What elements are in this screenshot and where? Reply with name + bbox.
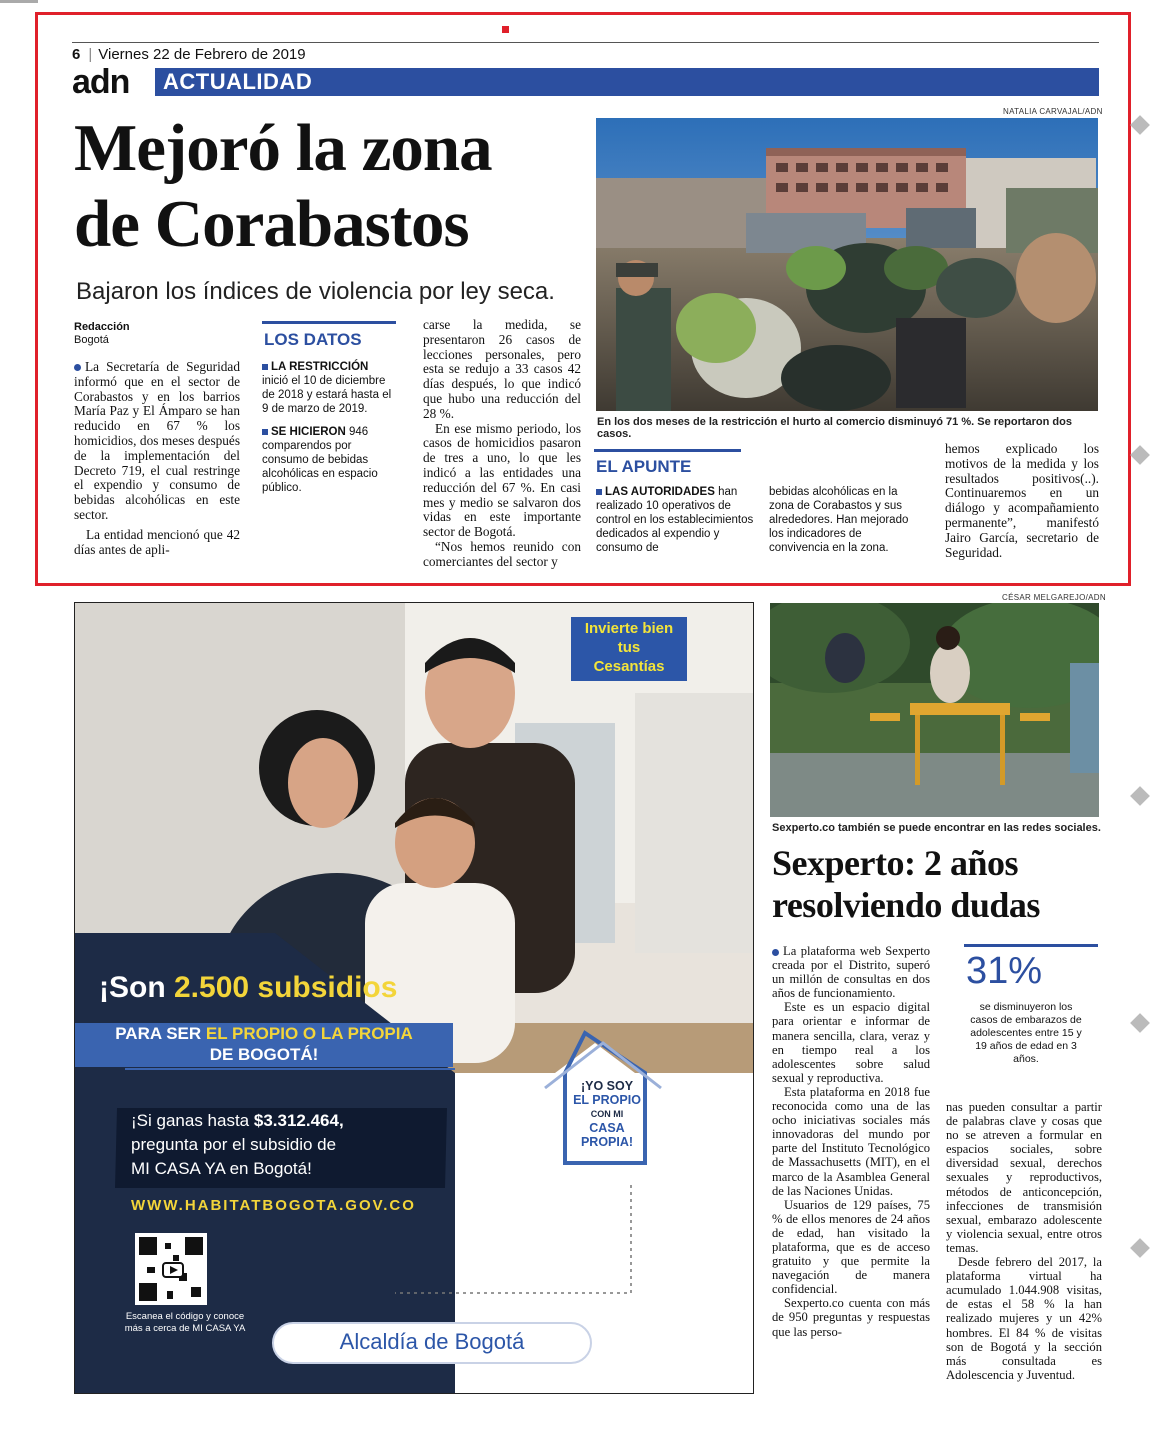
ad-offer-pre: ¡Si ganas hasta xyxy=(131,1111,254,1130)
second-photo-caption: Sexperto.co también se puede encontrar en las redes sociales. xyxy=(772,822,1101,834)
scan-mark xyxy=(1130,445,1150,465)
stat-label: se disminuyeron los casos de embarazos de adolescentes entre 15 y 19 años de edad en 3 años. xyxy=(970,1001,1082,1065)
main-col6-p1: hemos explicado los motivos de la medida y los resultados positivos(..). Continuaremos en un diálogo y acompañamiento permanente”, manifestó Jairo García, secretario de Seguridad. xyxy=(945,441,1099,560)
el-apunte-rule xyxy=(594,449,741,452)
second-colA-p3: Esta plataforma en 2018 fue reconocida como una de las ocho iniciativas sociales más innovadoras del mundo por parte del Instituto Tecnológico de Massachusetts (MIT), en el marco de la Asamblea General de las Naciones Unidas. xyxy=(772,1084,930,1198)
park-photo xyxy=(770,603,1099,817)
byline-author: Redacción xyxy=(74,321,130,333)
main-headline xyxy=(74,110,594,262)
selection-handle[interactable] xyxy=(502,26,509,33)
house-line5: PROPIA! xyxy=(580,1135,634,1149)
byline-city: Bogotá xyxy=(74,334,109,346)
bullet-icon xyxy=(772,949,779,956)
ad-headline xyxy=(99,971,397,1005)
ad-subline xyxy=(75,1023,453,1065)
qr-code[interactable] xyxy=(135,1233,207,1305)
market-photo xyxy=(596,118,1098,411)
second-headline-line2: resolviendo dudas xyxy=(772,885,1040,925)
badge-line3: Cesantías xyxy=(593,658,665,675)
qr-caption-line1: Escanea el código y conoce xyxy=(125,1311,245,1322)
page-number: 6 xyxy=(72,46,81,63)
house-line4: CASA xyxy=(589,1121,625,1135)
main-column-3 xyxy=(423,318,581,570)
square-bullet-icon xyxy=(262,364,268,370)
second-headline-line1: Sexperto: 2 años xyxy=(772,843,1018,883)
second-colB-p1: nas pueden consultar a partir de palabras clave y cosas que no se atreven a formular en espacios sociales, sobre diversidad sexual, derechos sexuales y reproductivos, métodos de anticoncepción, infecciones de transmisión sexual, embarazo adolescente y violencia sexual, entre otros temas. xyxy=(946,1100,1102,1255)
main-subhead: Bajaron los índices de violencia por ley seca. xyxy=(76,278,555,305)
qr-caption xyxy=(85,1311,285,1335)
issue-date: Viernes 22 de Febrero de 2019 xyxy=(98,46,306,63)
second-colA-p2: Este es un espacio digital para orientar e informar de manera sencilla, clara, veraz y en tiempo real a los adolescentes sobre salud sexual y reproductiva. xyxy=(772,1000,930,1085)
ad-sub-post: DE BOGOTÁ! xyxy=(209,1045,319,1064)
ad-offer-line3: MI CASA YA en Bogotá! xyxy=(131,1159,312,1178)
qr-caption-line2: más a cerca de MI CASA YA xyxy=(124,1323,246,1334)
second-colA-p1: La plataforma web Sexperto creada por el Distrito, superó un millón de consultas en dos años de funcionamiento. xyxy=(772,944,930,1001)
badge-line1: Invierte bien xyxy=(584,620,674,637)
page-edge-mark xyxy=(0,0,38,3)
main-column-1 xyxy=(74,360,240,557)
square-bullet-icon xyxy=(596,489,602,495)
stat-rule xyxy=(964,944,1098,947)
main-col3-p2: En ese mismo periodo, los casos de homicidios pasaron de tres a uno, lo que les indicó a las entidades una reducción del 67 %. En casi mes y medio se salvaron dos vidas en este importante sector de Bogotá. xyxy=(423,420,581,540)
ad-sub-highlight: EL PROPIO O LA PROPIA xyxy=(205,1024,413,1043)
ad-offer-line2: pregunta por el subsidio de xyxy=(131,1135,337,1154)
scan-mark xyxy=(1130,1013,1150,1033)
ad-offer xyxy=(131,1109,431,1181)
ad-offer-amount: $3.312.464, xyxy=(253,1111,344,1130)
ad-headline-post: subsidios xyxy=(249,971,398,1004)
second-column-b xyxy=(946,1100,1102,1382)
el-apunte-lead: LAS AUTORIDADES xyxy=(605,486,715,498)
main-col1-p2: La entidad mencionó que 42 días antes de apli- xyxy=(74,526,240,557)
ad-headline-number: 2.500 xyxy=(174,971,250,1004)
main-photo-caption: En los dos meses de la restricción el hurto al comercio disminuyó 71 %. Se reportaron dos casos. xyxy=(597,416,1072,440)
second-colA-p4: Usuarios de 129 países, 75 % de ellos menores de 24 años de edad, han visitado la plataforma, que es de acceso gratuito y que permite la navegación de manera confidencial. xyxy=(772,1197,930,1297)
los-datos-item-2 xyxy=(262,425,396,495)
el-apunte-title: EL APUNTE xyxy=(596,457,692,476)
los-datos-body xyxy=(262,360,396,495)
los-datos-title: LOS DATOS xyxy=(264,330,362,349)
photo-credit: NATALIA CARVAJAL/ADN xyxy=(1003,107,1103,116)
second-column-a xyxy=(772,944,930,1339)
house-line1: ¡YO SOY xyxy=(580,1079,634,1093)
ad-url-link[interactable]: WWW.HABITATBOGOTA.GOV.CO xyxy=(131,1197,416,1214)
adn-logo: adn xyxy=(72,63,130,101)
section-bar: ACTUALIDAD xyxy=(155,68,1099,96)
advertisement xyxy=(74,602,754,1394)
el-apunte-text-a: han realizado 10 operativos de control en los establecimientos dedicados al expendio y consumo de xyxy=(596,486,754,554)
house-badge xyxy=(567,1079,647,1149)
ad-headline-pre: ¡Son xyxy=(99,971,174,1004)
scan-mark xyxy=(1130,1238,1150,1258)
los-datos-item1-text: inició el 10 de diciembre de 2018 y estará hasta el 9 de marzo de 2019. xyxy=(262,375,392,415)
los-datos-item2-lead: SE HICIERON xyxy=(271,426,346,438)
second-headline xyxy=(772,842,1102,926)
los-datos-rule xyxy=(262,321,396,324)
los-datos-item1-lead: LA RESTRICCIÓN xyxy=(271,361,369,373)
main-headline-line1: Mejoró la zona xyxy=(74,111,492,185)
los-datos-item-1 xyxy=(262,360,396,416)
house-line2: EL PROPIO xyxy=(573,1093,641,1107)
second-photo-credit: CÉSAR MELGAREJO/ADN xyxy=(1002,593,1106,602)
header-rule xyxy=(72,42,1099,43)
el-apunte-col-b: bebidas alcohólicas en la zona de Corabastos y sus alrededores. Han mejorado los indicadores de convivencia en la zona. xyxy=(769,486,909,554)
el-apunte-col-a xyxy=(596,485,754,555)
second-colA-p5: Sexperto.co cuenta con más de 950 preguntas y respuestas que las perso- xyxy=(772,1296,930,1339)
main-col3-p1: carse la medida, se presentaron 26 casos de lecciones personales, pero esta se redujo a 33 casos 42 días después, lo que indicó que hubo una reducción del 28 %. xyxy=(423,317,581,421)
ad-sub-pre: PARA SER xyxy=(115,1024,206,1043)
second-colB-p2: Desde febrero del 2017, la plataforma virtual ha acumulado 1.044.908 visitas, de estas el 58 % la han realizado mujeres y un 42% hombres. El 84 % de visitas son de Bogotá y la sección más consultada es Adolescencia y Juventud. xyxy=(946,1255,1102,1382)
stat-value: 31% xyxy=(966,950,1043,992)
main-headline-line2: de Corabastos xyxy=(74,187,469,261)
dateline: 6 | Viernes 22 de Febrero de 2019 xyxy=(72,46,306,63)
main-column-6 xyxy=(945,442,1099,560)
alcaldia-footer: Alcaldía de Bogotá xyxy=(339,1329,525,1354)
square-bullet-icon xyxy=(262,429,268,435)
byline xyxy=(74,321,130,347)
scan-mark xyxy=(1130,115,1150,135)
main-col3-p3: “Nos hemos reunido con comerciantes del sector y xyxy=(423,538,581,569)
main-col1-p1: La Secretaría de Seguridad informó que en el sector de Corabastos y en los barrios María Paz y El Ámparo se han reducido en 67 % los homicidios, dos meses después de la implementación del Decreto 719, el cual restringe el expendio y consumo de bebidas alcohólicas en este sector. xyxy=(74,359,240,522)
los-datos-item2-text: 946 comparendos por consumo de bebidas alcohólicas en espacio público. xyxy=(262,426,378,494)
scan-mark xyxy=(1130,786,1150,806)
cesantias-badge xyxy=(571,617,687,681)
house-line3: CON MI xyxy=(590,1109,624,1119)
bullet-icon xyxy=(74,364,81,371)
badge-line2: tus xyxy=(617,639,641,656)
